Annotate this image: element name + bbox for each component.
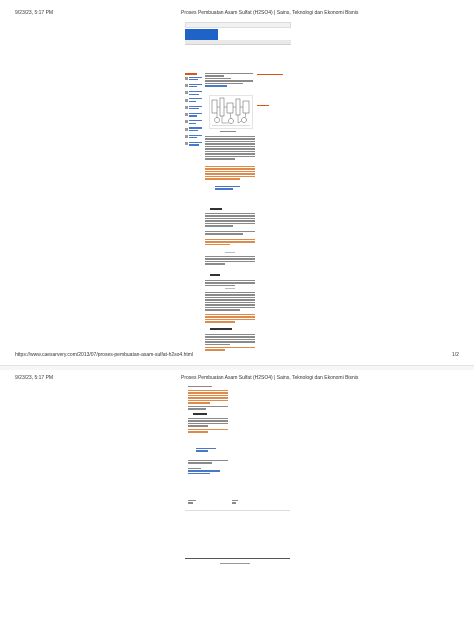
section-heading <box>210 208 222 210</box>
sidebar-thumbnail-icon <box>185 106 188 109</box>
share-links[interactable] <box>188 468 220 475</box>
sidebar-post[interactable] <box>185 120 202 125</box>
article-intro <box>205 73 253 88</box>
print-title: Proses Pembuatan Asam Sulfat (H2SO4) | Sains, Teknologi dan Ekonomi Bisnis <box>181 10 359 16</box>
site-logo-icon[interactable] <box>185 29 218 40</box>
sidebar-thumbnail-icon <box>185 142 188 145</box>
sidebar-post[interactable] <box>185 106 202 111</box>
article-body-orange-3 <box>205 314 255 324</box>
print-page-number: 1/2 <box>452 352 459 358</box>
sidebar-thumbnail-icon <box>185 113 188 116</box>
article-body-3 <box>205 231 255 236</box>
article-body-7 <box>205 334 255 346</box>
left-sidebar <box>185 73 202 149</box>
sidebar-post[interactable] <box>185 91 202 96</box>
article-body-orange-6 <box>188 429 228 434</box>
article-body-8 <box>188 386 228 388</box>
center-note <box>225 252 235 253</box>
sidebar-post[interactable] <box>185 142 202 147</box>
article-body-4 <box>205 256 255 266</box>
widget-heading <box>257 72 283 75</box>
article-body-1 <box>205 136 255 161</box>
sidebar-thumbnail-icon <box>185 91 188 94</box>
right-sidebar-widget-1 <box>257 72 283 75</box>
sidebar-heading <box>185 73 197 75</box>
sidebar-thumbnail-icon <box>185 120 188 123</box>
article-body-links[interactable] <box>215 186 240 191</box>
print-url: https://www.caesarvery.com/2013/07/proses-pembuatan-asam-sulfat-h2so4.html <box>15 352 194 358</box>
sidebar-thumbnail-icon <box>185 84 188 87</box>
article-body-orange-5 <box>188 390 228 405</box>
article-body-9 <box>188 406 228 411</box>
center-note <box>225 288 235 289</box>
sidebar-thumbnail-icon <box>185 99 188 102</box>
article-body-10 <box>188 418 228 428</box>
sidebar-post[interactable] <box>185 113 202 118</box>
article-body-orange-2 <box>205 239 255 246</box>
footer-divider <box>185 558 290 559</box>
sidebar-thumbnail-icon <box>185 135 188 138</box>
section-heading <box>193 413 207 415</box>
article-body-5 <box>205 280 255 287</box>
powered-by <box>220 563 250 564</box>
sidebar-post[interactable] <box>185 135 202 140</box>
widget-heading <box>257 103 269 106</box>
sidebar-thumbnail-icon <box>185 77 188 80</box>
article-body-2 <box>205 213 255 228</box>
print-title: Proses Pembuatan Asam Sulfat (H2SO4) | Sains, Teknologi dan Ekonomi Bisnis <box>181 375 359 381</box>
related-links[interactable] <box>196 448 216 453</box>
older-post-link[interactable] <box>232 500 238 505</box>
sidebar-post[interactable] <box>185 77 202 82</box>
site-navbar <box>185 40 291 45</box>
article-body-6 <box>205 292 255 312</box>
article-body-orange-1 <box>205 166 255 181</box>
print-datetime: 9/23/23, 5:17 PM <box>15 375 54 381</box>
sidebar-post[interactable] <box>185 84 202 89</box>
diagram-figure-icon <box>209 95 253 129</box>
figure-caption <box>220 131 236 132</box>
address-bar[interactable] <box>185 22 291 28</box>
print-datetime: 9/23/23, 5:17 PM <box>15 10 54 16</box>
sidebar-post[interactable] <box>185 127 202 132</box>
section-heading <box>210 328 232 330</box>
newer-post-link[interactable] <box>188 500 196 505</box>
divider <box>185 510 290 511</box>
section-heading <box>210 274 220 276</box>
sidebar-post[interactable] <box>185 98 202 103</box>
right-sidebar-widget-2 <box>257 103 283 106</box>
author-box <box>188 460 228 465</box>
print-page-2 <box>0 370 474 632</box>
article-body-orange-4 <box>205 347 255 352</box>
sidebar-thumbnail-icon <box>185 128 188 131</box>
